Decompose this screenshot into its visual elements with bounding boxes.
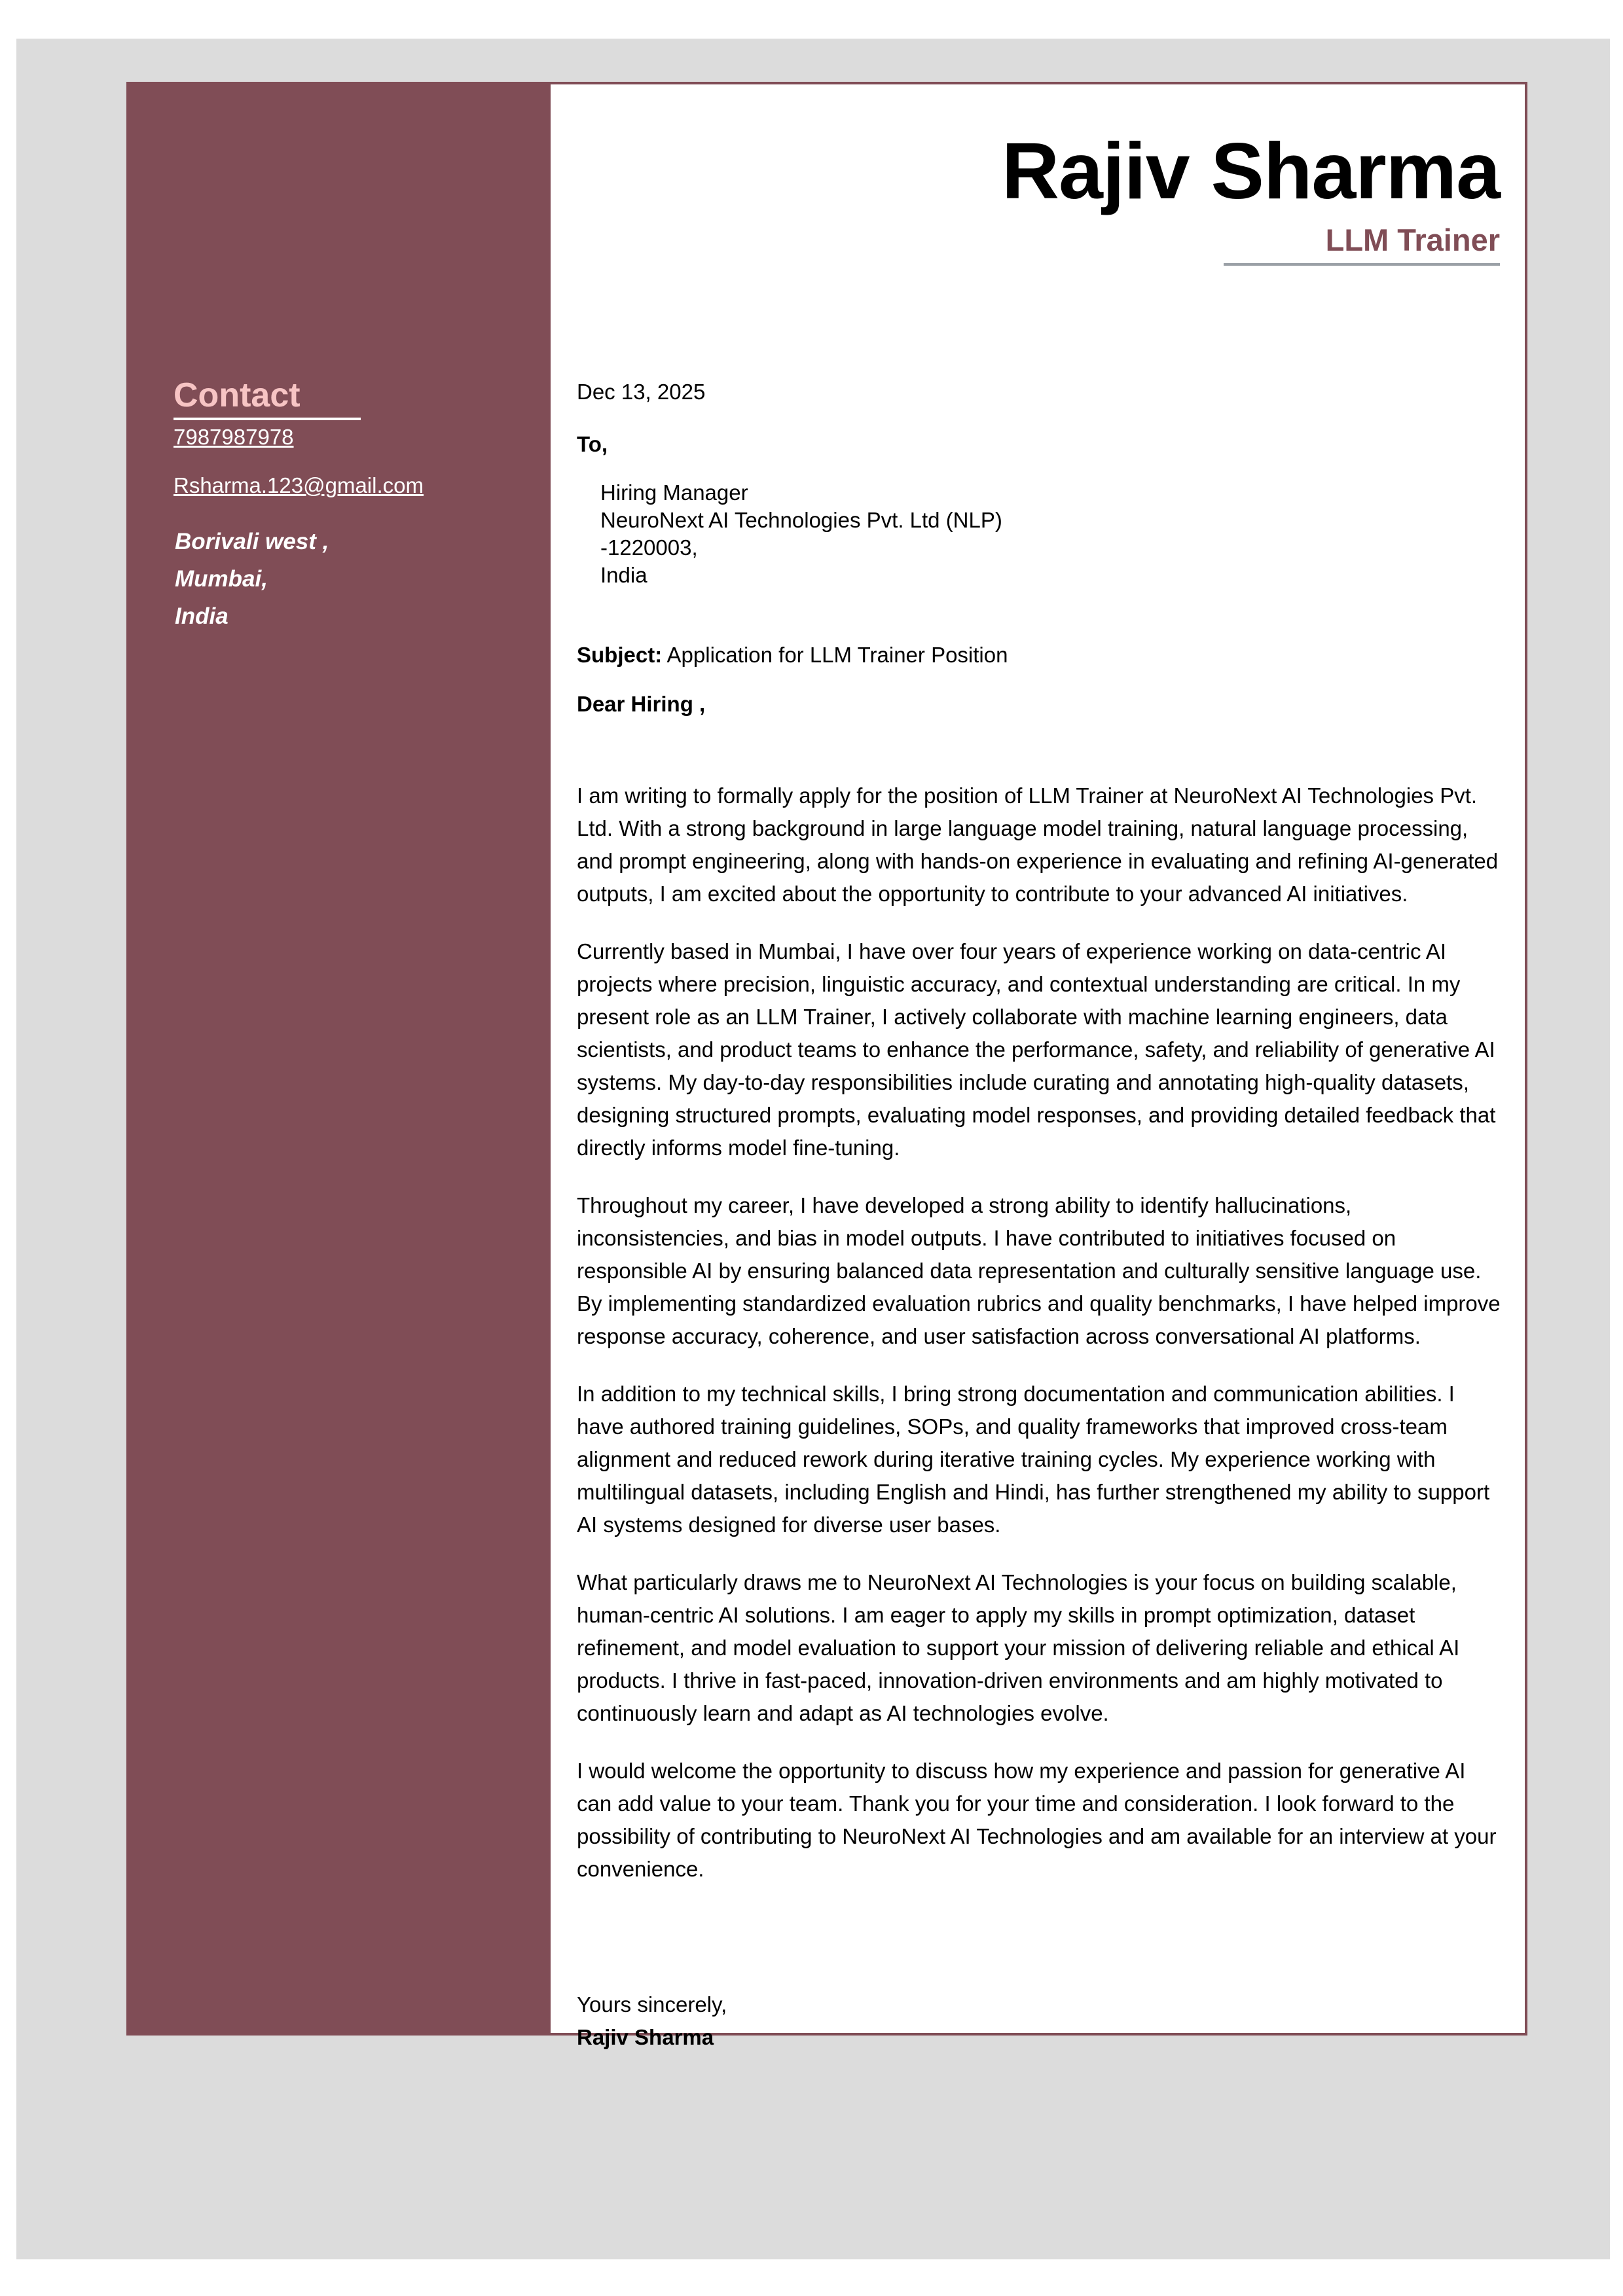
address-line: India xyxy=(175,603,228,629)
body-paragraph: I am writing to formally apply for the position of LLM Trainer at NeuroNext AI Technologies Pvt. Ltd. With a strong background in large language model training, natural language processing, and prompt engineering, along with hands-on experience in evaluating and refining AI-generated outputs, I am excited about the opportunity to contribute to your advanced AI initiatives. xyxy=(577,783,1499,906)
phone-link[interactable]: 7987987978 xyxy=(173,425,294,449)
applicant-name: Rajiv Sharma xyxy=(1001,126,1500,215)
body-paragraph: Currently based in Mumbai, I have over four years of experience working on data-centric AI projects where precision, linguistic accuracy, and contextual understanding are critical. In my present role as an LLM Trainer, I actively collaborate with machine learning engineers, data scientists, and product teams to enhance the performance, safety, and reliability of generative AI systems. My day-to-day responsibilities include curating and annotating high-quality datasets, designing structured prompts, evaluating model responses, and providing detailed feedback that directly informs model fine-tuning. xyxy=(577,939,1496,1160)
email-link[interactable]: Rsharma.123@gmail.com xyxy=(173,473,424,497)
header-divider xyxy=(1224,263,1500,266)
page-background xyxy=(16,39,1610,2259)
contact-heading: Contact xyxy=(173,376,361,420)
sidebar xyxy=(129,84,551,2033)
recipient-block xyxy=(600,479,1002,589)
address-line: Borivali west , xyxy=(175,529,329,554)
subject-label: Subject: xyxy=(577,643,663,667)
body-paragraph: What particularly draws me to NeuroNext AI Technologies is your focus on building scalable, human-centric AI solutions. I am eager to apply my skills in prompt optimization, dataset refinement, and model evaluation to support your mission of delivering reliable and ethical AI products. I thrive in fast-paced, innovation-driven environments and am highly motivated to continuously learn and adapt as AI technologies evolve. xyxy=(577,1570,1460,1725)
recipient-line: -1220003, xyxy=(600,535,698,560)
letter-date: Dec 13, 2025 xyxy=(577,380,706,404)
address-line: Mumbai, xyxy=(175,566,268,592)
cover-letter-page xyxy=(126,82,1527,2049)
closing: Yours sincerely, xyxy=(577,1992,727,2017)
subject-line xyxy=(577,639,1008,672)
body-paragraph: In addition to my technical skills, I bring strong documentation and communication abilities. I have authored training guidelines, SOPs, and quality frameworks that improved cross-team alignment and reduced rework during iterative training cycles. My experience working with multilingual datasets, including English and Hindi, has further strengthened my ability to support AI systems designed for diverse user bases. xyxy=(577,1382,1490,1537)
salutation: Dear Hiring , xyxy=(577,692,706,716)
recipient-line: India xyxy=(600,563,647,587)
recipient-line: Hiring Manager xyxy=(600,480,748,505)
signer-name: Rajiv Sharma xyxy=(577,2025,714,2049)
letter-body xyxy=(577,780,1505,1910)
address-block xyxy=(175,523,329,635)
subject-text: Application for LLM Trainer Position xyxy=(666,643,1008,667)
recipient-line: NeuroNext AI Technologies Pvt. Ltd (NLP) xyxy=(600,508,1002,532)
applicant-role: LLM Trainer xyxy=(1325,223,1500,257)
to-label: To, xyxy=(577,432,608,456)
body-paragraph: I would welcome the opportunity to discuss how my experience and passion for generative AI can add value to your team. Thank you for your time and consideration. I look forward to the possibility of contributing to NeuroNext AI Technologies and am available for an interview at your convenience. xyxy=(577,1759,1497,1881)
body-paragraph: Throughout my career, I have developed a strong ability to identify hallucinations, inconsistencies, and bias in model outputs. I have contributed to initiatives focused on responsible AI by ensuring balanced data representation and culturally sensitive language use. By implementing standardized evaluation rubrics and quality benchmarks, I have helped improve response accuracy, coherence, and user satisfaction across conversational AI platforms. xyxy=(577,1193,1501,1348)
